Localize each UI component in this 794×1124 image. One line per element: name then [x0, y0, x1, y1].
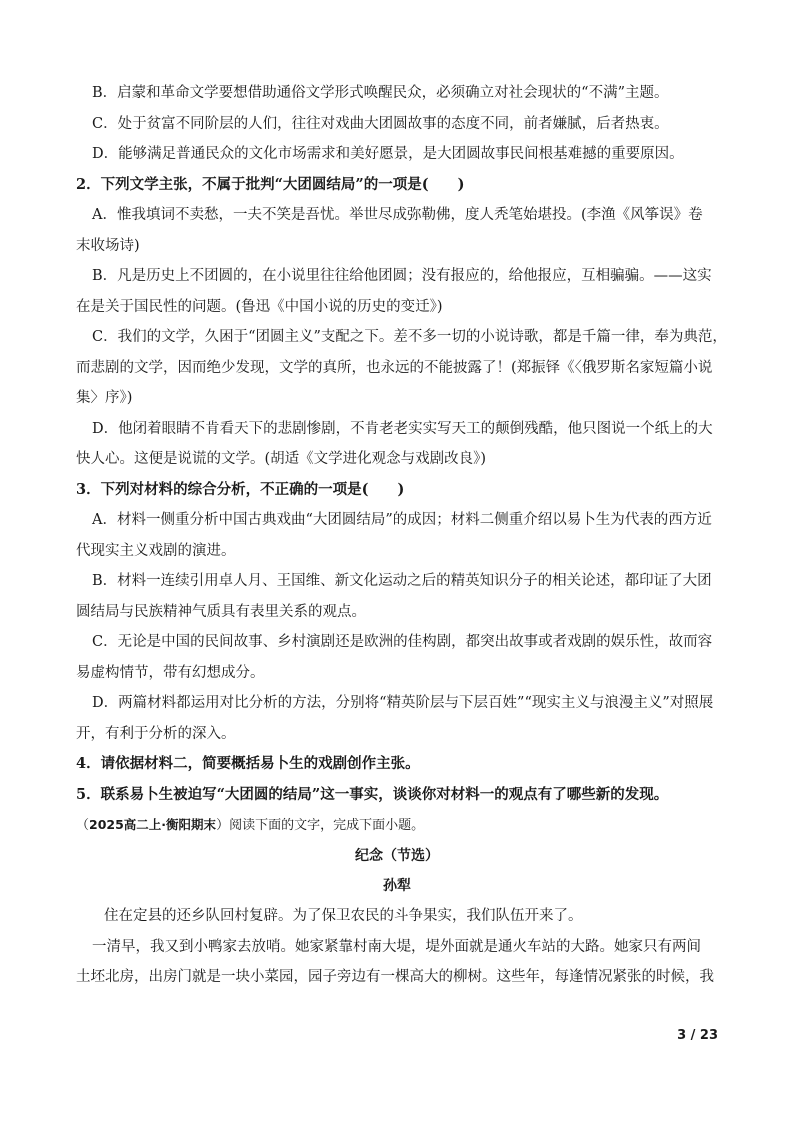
source-tag: 2025高二上·衡阳期末	[89, 817, 217, 832]
q2-option-a-line2: 末收场诗)	[76, 237, 140, 254]
q3-option-a-line1: A．材料一侧重分析中国古典戏曲“大团圆结局”的成因；材料二侧重介绍以易卜生为代表的西方近	[92, 512, 712, 528]
q3-option-b-line1: B．材料一连续引用卓人月、王国维、新文化运动之后的精英知识分子的相关论述，都印证了大团	[92, 573, 712, 589]
q2-option-c-line1: C．我们的文学，久困于“团圆主义”支配之下。差不多一切的小说诗歌，都是千篇一律，奉为典范，	[92, 329, 727, 345]
q3-option-c-line2: 易虚构情节，带有幻想成分。	[76, 664, 265, 681]
passage-paragraph-2-line2: 土坯北房，出房门就是一块小菜园，园子旁边有一棵高大的柳树。这些年，每逢情况紧张的时候，我	[76, 969, 714, 985]
q2-option-d-line2: 快人心。这便是说谎的文学。(胡适《文学进化观念与戏剧改良》)	[76, 451, 487, 467]
q2-option-b-line1: B．凡是历史上不团圆的，在小说里往往给他团圆；没有报应的，给他报应，互相骗骗。——这实	[92, 268, 712, 284]
q1-option-c: C．处于贫富不同阶层的人们，往往对戏曲大团圆故事的态度不同，前者嫌腻，后者热衷。	[92, 115, 669, 132]
q3-option-d-line1: D．两篇材料都运用对比分析的方法，分别将“精英阶层与下层百姓”“现实主义与浪漫主义”对照展	[92, 695, 714, 711]
source-instruction: ）阅读下面的文字，完成下面小题。	[216, 818, 425, 833]
q3-option-a-line2: 代现实主义戏剧的演进。	[76, 542, 236, 559]
q1-option-b: B．启蒙和革命文学要想借助通俗文学形式唤醒民众，必须确立对社会现状的“不满”主题。	[92, 85, 669, 101]
passage-title: 纪念（节选）	[355, 848, 439, 864]
source-open-paren: （	[76, 818, 90, 833]
q2-option-d-line1: D．他闭着眼睛不肯看天下的悲剧惨剧，不肯老老实实写天工的颠倒残酷，他只图说一个纸上的大	[92, 420, 713, 437]
q3-option-c-line1: C．无论是中国的民间故事、乡村演剧还是欧洲的佳构剧，都突出故事或者戏剧的娱乐性，故而容	[92, 634, 713, 650]
q2-option-a-line1: A．惟我填词不卖愁，一夫不笑是吾忧。举世尽成弥勒佛，度人秃笔始堪投。(李渔《风筝误》卷	[92, 207, 703, 223]
q3-option-b-line2: 圆结局与民族精神气质具有表里关系的观点。	[76, 603, 366, 620]
question-2: 2．下列文学主张，不属于批判“大团圆结局”的一项是( )	[76, 175, 465, 193]
question-4: 4．请依据材料二，简要概括易卜生的戏剧创作主张。	[76, 755, 420, 772]
source-line	[76, 810, 718, 841]
q3-option-d-line2: 开，有利于分析的深入。	[76, 725, 236, 742]
question-3: 3．下列对材料的综合分析，不正确的一项是( )	[76, 480, 405, 498]
passage-paragraph-1: 住在定县的还乡队回村复辟。为了保卫农民的斗争果实，我们队伍开来了。	[104, 908, 583, 924]
q2-option-b-line2: 在是关于国民性的问题。(鲁迅《中国小说的历史的变迁》)	[76, 298, 443, 315]
q1-option-d: D．能够满足普通民众的文化市场需求和美好愿景，是大团圆故事民间根基难撼的重要原因。	[92, 146, 684, 162]
page-number: 3 / 23	[677, 1028, 718, 1043]
q2-option-c-line3: 集〉序》)	[76, 390, 133, 406]
passage-author: 孙犁	[383, 878, 411, 894]
passage-paragraph-2-line1: 一清早，我又到小鸭家去放哨。她家紧靠村南大堤，堤外面就是通火车站的大路。她家只有两间	[92, 938, 701, 955]
q2-option-c-line2: 而悲剧的文学，因而绝少发现，文学的真所，也永远的不能披露了！(郑振铎《〈俄罗斯名家短篇小说	[76, 359, 713, 376]
question-5: 5．联系易卜生被迫写“大团圆的结局”这一事实，谈谈你对材料一的观点有了哪些新的发现。	[76, 785, 669, 803]
page-content	[76, 78, 727, 993]
